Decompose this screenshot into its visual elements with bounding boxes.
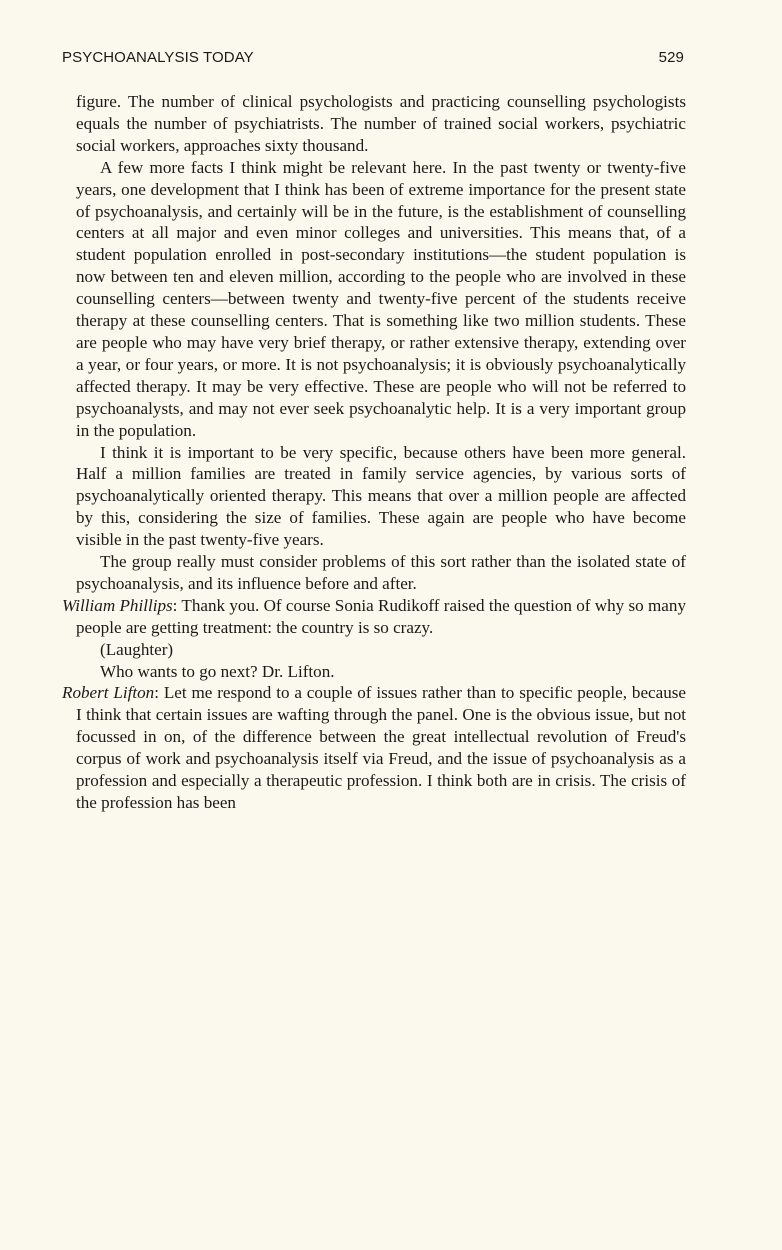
paragraph-group-problems: The group really must consider problems of this sort rather than the isolated state of psychoanalysis, and its influence before and after. <box>76 552 686 593</box>
paragraph-continuation: figure. The number of clinical psychologists and practicing counselling psychologists equals the number of psychiatrists. The number of trained social workers, psychiatric social workers, approaches sixty thousand. <box>76 92 686 155</box>
running-head <box>62 49 684 69</box>
speech-text: : Let me respond to a couple of issues rather than to specific people, because I think that certain issues are wafting through the panel. One is the obvious issue, but not focussed in on, of the difference between the great intellectual revolution of Freud's corpus of work and psychoanalysis itself via Freud, and the issue of psychoanalysis as a profession and especially a therapeutic profession. I think both are in crisis. The crisis of the profession has been <box>76 683 686 812</box>
speech-robert-lifton <box>62 682 686 813</box>
speaker-name: William Phillips <box>62 595 173 615</box>
paragraph-counselling-centers: A few more facts I think might be relevant here. In the past twenty or twenty-five years, one development that I think has been of extreme importance for the present state of psychoanalysis, and certainly will be in the future, is the establishment of counselling centers at all major and even minor colleges and universities. This means that, of a student population enrolled in post-secondary institutions—the student population is now between ten and eleven million, according to the people who are involved in these counselling centers—between twenty and twenty-five percent of the students receive therapy at these counselling centers. That is something like two million students. These are people who may have very brief therapy, or rather extensive therapy, extending over a year, or four years, or more. It is not psychoanalysis; it is obviously psychoanalytically affected therapy. It may be very effective. These are people who will not be referred to psychoanalysts, and may not ever seek psychoanalytic help. It is a very important group in the population. <box>76 157 686 440</box>
stage-direction-laughter: (Laughter) <box>100 639 174 659</box>
running-head-title: PSYCHOANALYSIS TODAY <box>62 49 254 66</box>
body-text <box>62 91 686 814</box>
speaker-name: Robert Lifton <box>62 683 155 703</box>
paragraph-next-speaker: Who wants to go next? Dr. Lifton. <box>100 661 335 681</box>
paragraph-family-agencies: I think it is important to be very specific, because others have been more general. Half a million families are treated in family service agencies, by various sorts of psychoanalytically oriented therapy. This means that over a million people are affected by this, considering the size of families. These again are people who have become visible in the past twenty-five years. <box>76 442 686 550</box>
page-number: 529 <box>658 49 684 66</box>
speech-william-phillips <box>62 595 686 639</box>
speech-text: : Thank you. Of course Sonia Rudikoff raised the question of why so many people are getting treatment: the country is so crazy. <box>76 595 686 637</box>
